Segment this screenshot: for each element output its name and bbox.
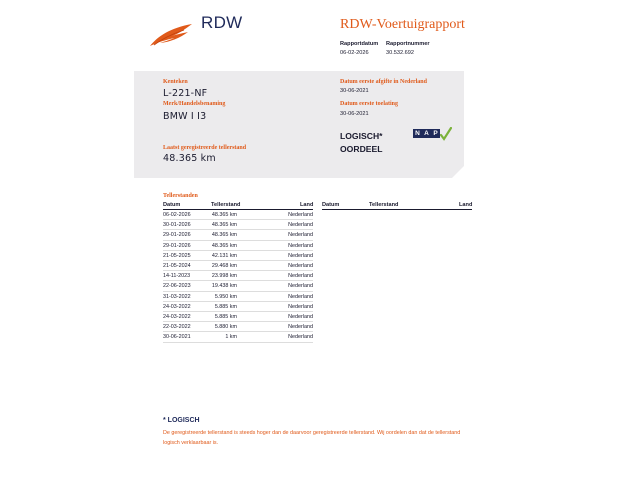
footnote-text: De geregistreerde tellerstand is steeds hoger dan de daarvoor geregistreerde tellerstand. Wij oordelen dan dat de tellerstand logisch verklaarbaar is. [163, 430, 461, 446]
row-date: 30-01-2026 [163, 222, 191, 229]
row-odometer: 5.885 km [214, 303, 237, 310]
col-header-date: Datum [163, 202, 181, 208]
col-header-date-2: Datum [322, 202, 340, 208]
row-date: 24-03-2022 [163, 303, 191, 310]
row-odometer: 19.438 km [211, 283, 237, 290]
row-land: Nederland [288, 242, 313, 249]
table-row [163, 241, 313, 251]
row-date: 30-06-2021 [163, 334, 191, 341]
row-land: Nederland [288, 293, 313, 300]
first-admission-value: 30-06-2021 [340, 111, 369, 117]
row-land: Nederland [288, 334, 313, 341]
make-value: BMW I I3 [163, 111, 207, 122]
table-row [163, 230, 313, 240]
rdw-logo-icon [148, 22, 194, 48]
verdict-line-2: OORDEEL [340, 144, 383, 154]
table-row [163, 292, 313, 302]
logo-text: RDW [201, 13, 243, 32]
table-row [163, 332, 313, 342]
row-odometer: 5.880 km [214, 324, 237, 331]
row-date: 14-11-2023 [163, 273, 191, 280]
row-odometer: 5.885 km [214, 314, 237, 320]
table-row [163, 271, 313, 281]
panel-corner-cut [452, 166, 464, 178]
row-land: Nederland [288, 324, 313, 331]
col-header-odometer: Tellerstand [211, 202, 241, 208]
row-odometer: 29.468 km [211, 263, 237, 269]
odometer-table-title: Tellerstanden [163, 193, 198, 199]
row-land: Nederland [288, 283, 313, 290]
col-header-odometer-2: Tellerstand [369, 202, 399, 208]
report-title: RDW-Voertuigrapport [340, 17, 465, 32]
row-date: 21-05-2025 [163, 252, 191, 259]
footnote-title: * LOGISCH [163, 417, 200, 424]
first-issue-label: Datum eerste afgifte in Nederland [340, 79, 427, 85]
row-odometer: 5.950 km [214, 293, 237, 300]
row-odometer: 48.365 km [211, 212, 237, 218]
report-date-label: Rapportdatum [340, 41, 379, 47]
col-header-land-2: Land [459, 202, 473, 208]
row-land: Nederland [288, 212, 313, 218]
row-date: 21-05-2024 [163, 263, 191, 269]
row-land: Nederland [288, 273, 313, 280]
table-row [163, 322, 313, 332]
row-date: 29-01-2026 [163, 242, 191, 249]
row-land: Nederland [288, 314, 313, 320]
table-row [163, 220, 313, 230]
nap-check-icon: N A P [413, 128, 447, 142]
row-date: 06-02-2026 [163, 212, 191, 218]
table-row [163, 251, 313, 261]
row-odometer: 48.365 km [211, 222, 237, 229]
row-date: 22-03-2022 [163, 324, 191, 331]
table-row [163, 210, 313, 220]
plate-value: L-221-NF [163, 88, 208, 99]
table-row [163, 312, 313, 322]
row-odometer: 42.131 km [211, 252, 237, 259]
row-odometer: 1 km [225, 334, 237, 341]
report-date: 06-02-2026 [340, 50, 369, 56]
odometer-value: 48.365 km [163, 153, 216, 164]
table-row [163, 302, 313, 312]
row-date: 24-03-2022 [163, 314, 191, 320]
row-land: Nederland [288, 222, 313, 229]
row-land: Nederland [288, 252, 313, 259]
row-odometer: 48.365 km [211, 242, 237, 249]
row-date: 22-06-2023 [163, 283, 191, 290]
first-admission-label: Datum eerste toelating [340, 101, 398, 107]
table-header-rule-2 [322, 209, 472, 210]
table-row [163, 261, 313, 271]
row-land: Nederland [288, 232, 313, 239]
report-number-label: Rapportnummer [386, 41, 430, 47]
row-odometer: 48.365 km [211, 232, 237, 239]
table-row [163, 281, 313, 291]
report-number: 30.532.692 [386, 50, 414, 56]
first-issue-value: 30-06-2021 [340, 88, 369, 94]
row-land: Nederland [288, 303, 313, 310]
row-odometer: 23.998 km [211, 273, 237, 280]
make-label: Merk/Handelsbenaming [163, 101, 226, 107]
row-land: Nederland [288, 263, 313, 269]
col-header-land: Land [300, 202, 314, 208]
row-date: 31-03-2022 [163, 293, 191, 300]
verdict-line-1: LOGISCH* [340, 131, 383, 141]
row-date: 29-01-2026 [163, 232, 191, 239]
odometer-label: Laatst geregistreerde tellerstand [163, 145, 247, 151]
plate-label: Kenteken [163, 79, 188, 85]
